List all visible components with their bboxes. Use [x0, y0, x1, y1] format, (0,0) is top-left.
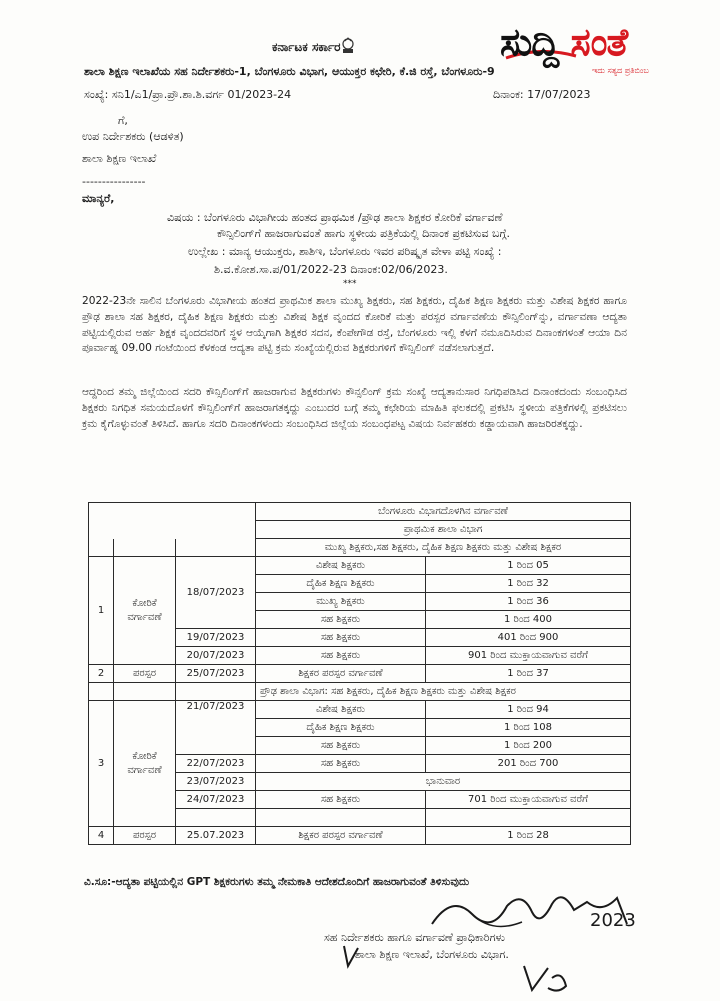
- teacher-category: ಸಹ ಶಿಕ್ಷಕರು: [256, 629, 426, 647]
- priority-range: 701 ರಿಂದ ಮುಕ್ತಾಯವಾಗುವ ವರೆಗೆ: [426, 791, 631, 809]
- transfer-type: ಕೋರಿಕೆ ವರ್ಗಾವಣೆ: [114, 701, 176, 827]
- priority-range: 1 ರಿಂದ 28: [426, 827, 631, 845]
- row-number: 2: [89, 665, 114, 683]
- counselling-date: 23/07/2023: [176, 773, 256, 791]
- table-row: [89, 683, 631, 701]
- counselling-date: 19/07/2023: [176, 629, 256, 647]
- brand-tagline: ಇದು ಸತ್ಯದ ಪ್ರತಿಬಿಂಬ: [592, 66, 649, 75]
- table-row: [89, 539, 631, 557]
- addressee-line2: ಶಾಲಾ ಶಿಕ್ಷಣ ಇಲಾಖೆ: [82, 152, 157, 165]
- teacher-category: ಸಹ ಶಿಕ್ಷಕರು: [256, 791, 426, 809]
- table-row: [89, 521, 631, 539]
- teacher-category: ಸಹ ಶಿಕ್ಷಕರು: [256, 647, 426, 665]
- teacher-category: ವಿಶೇಷ ಶಿಕ್ಷಕರು: [256, 701, 426, 719]
- letter-date: ದಿನಾಂಕ: 17/07/2023: [493, 88, 591, 101]
- teacher-category: ಶಿಕ್ಷಕರ ಪರಸ್ಪರ ವರ್ಗಾವಣೆ: [256, 665, 426, 683]
- teacher-category: ದೈಹಿಕ ಶಿಕ್ಷಣ ಶಿಕ್ಷಕರು: [256, 575, 426, 593]
- counselling-date: 25/07/2023: [176, 665, 256, 683]
- transfer-type: ಪರಸ್ಪರ: [114, 827, 176, 845]
- table-row: [89, 665, 631, 683]
- transfer-type: ಕೋರಿಕೆ ವರ್ಗಾವಣೆ: [114, 557, 176, 665]
- svg-text:2023: 2023: [590, 910, 636, 931]
- counselling-date: 21/07/2023: [176, 701, 256, 755]
- office-address: ಶಾಲಾ ಶಿಕ್ಷಣ ಇಲಾಖೆಯ ಸಹ ನಿರ್ದೇಶಕರು-1, ಬೆಂಗಳೂರು ವಿಭಾಗ, ಆಯುಕ್ತರ ಕಛೇರಿ, ಕೆ.ಜಿ ರಸ್ತೆ, ಬೆಂಗಳೂರು-9: [84, 65, 495, 78]
- counselling-date: 22/07/2023: [176, 755, 256, 773]
- reference-line-2: ಶಿ.ವ.ಕೋಶ.ಸಾ.ಪ/01/2022-23 ದಿನಾಂಕ:02/06/2023.: [214, 263, 448, 276]
- teacher-category: ಸಹ ಶಿಕ್ಷಕರು: [256, 611, 426, 629]
- primary-section-heading: ಪ್ರಾಥಮಿಕ ಶಾಲಾ ವಿಭಾಗ: [256, 521, 631, 539]
- row-number: 1: [89, 557, 114, 665]
- subject-line-1: ವಿಷಯ : ಬೆಂಗಳೂರು ವಿಭಾಗೀಯ ಹಂತದ ಪ್ರಾಥಮಿಕ /ಪ್ರೌಢ ಶಾಲಾ ಶಿಕ್ಷಕರ ಕೋರಿಕೆ ವರ್ಗಾವಣೆ: [167, 211, 503, 224]
- primary-section-subheading: ಮುಖ್ಯ ಶಿಕ್ಷಕರು,ಸಹ ಶಿಕ್ಷಕರು, ದೈಹಿಕ ಶಿಕ್ಷಣ ಶಿಕ್ಷಕರು ಮತ್ತು ವಿಶೇಷ ಶಿಕ್ಷಕರ: [256, 539, 631, 557]
- state-emblem-icon: [338, 37, 358, 55]
- brand-logo-text: ಸುದ್ದಿ ಸಂತೆ: [500, 20, 628, 64]
- teacher-category: ಸಹ ಶಿಕ್ಷಕರು: [256, 755, 426, 773]
- priority-range: 1 ರಿಂದ 05: [426, 557, 631, 575]
- counselling-date: 25.07.2023: [176, 827, 256, 845]
- subject-line-2: ಕೌನ್ಸಿಲಿಂಗ್‌ಗೆ ಹಾಜರಾಗುವಂತೆ ಹಾಗು ಸ್ಥಳೀಯ ಪತ್ರಿಕೆಯಲ್ಲಿ ದಿನಾಂಕ ಪ್ರಕಟಿಸುವ ಬಗ್ಗೆ.: [217, 227, 511, 240]
- priority-range: 1 ರಿಂದ 400: [426, 611, 631, 629]
- priority-range: 401 ರಿಂದ 900: [426, 629, 631, 647]
- table-row: [89, 557, 631, 575]
- reference-line-1: ಉಲ್ಲೇಖ : ಮಾನ್ಯ ಆಯುಕ್ತರು, ಶಾಶಿಇ, ಬೆಂಗಳೂರು ಇವರ ಪರಿಷ್ಕೃತ ವೇಳಾ ಪಟ್ಟಿ ಸಂಖ್ಯೆ :: [188, 245, 502, 258]
- row-number: 4: [89, 827, 114, 845]
- handwritten-mark: [340, 942, 362, 970]
- section-stars: ***: [343, 279, 357, 289]
- priority-range: 1 ರಿಂದ 32: [426, 575, 631, 593]
- teacher-category: ಶಿಕ್ಷಕರ ಪರಸ್ಪರ ವರ್ಗಾವಣೆ: [256, 827, 426, 845]
- table-row: [89, 503, 631, 521]
- addressee-to: ಗೆ,: [118, 114, 128, 127]
- counselling-schedule-table: [88, 502, 631, 845]
- priority-range: 1 ರಿಂದ 36: [426, 593, 631, 611]
- signatory-title: ಸಹ ನಿರ್ದೇಶಕರು ಹಾಗೂ ವರ್ಗಾವಣೆ ಪ್ರಾಧಿಕಾರಿಗಳು: [324, 931, 505, 944]
- priority-range: 1 ರಿಂದ 94: [426, 701, 631, 719]
- addressee-line1: ಉಪ ನಿರ್ದೇಶಕರು (ಆಡಳಿತ): [82, 130, 184, 143]
- handwritten-initials: [518, 960, 572, 996]
- table-title: ಬೆಂಗಳೂರು ವಿಭಾಗದೊಳಗಿನ ವರ್ಗಾವಣೆ: [256, 503, 631, 521]
- government-title: ಕರ್ನಾಟಕ ಸರ್ಕಾರ: [272, 40, 341, 54]
- body-paragraph-1: 2022-23ನೇ ಸಾಲಿನ ಬೆಂಗಳೂರು ವಿಭಾಗೀಯ ಹಂತದ ಪ್ರಾಥಮಿಕ ಶಾಲಾ ಮುಖ್ಯ ಶಿಕ್ಷಕರು, ಸಹ ಶಿಕ್ಷಕರು, ದೈಹಿಕ ಶಿಕ್ಷಣ ಶಿಕ್ಷಕರು ಮತ್ತು ವಿಶೇಷ ಶಿಕ್ಷಕರ ಹಾಗೂ ಪ್ರೌಢ ಶಾಲಾ ಸಹ ಶಿಕ್ಷಕರ, ದೈಹಿಕ ಶಿಕ್ಷಣ ಶಿಕ್ಷಕರು ಮತ್ತು ವಿಶೇಷ ಶಿಕ್ಷಕ ವೃಂದದ ಕೋರಿಕೆ ಮತ್ತು ಪರಸ್ಪರ ವರ್ಗಾವಣೆಯ ಕೌನ್ಸಿಲಿಂಗ್‌ನ್ನು, ವರ್ಗಾವಣಾ ಆದ್ಯತಾ ಪಟ್ಟಿಯಲ್ಲಿರುವ ಅರ್ಹ ಶಿಕ್ಷಕ ವೃಂದದವರಿಗೆ ಸ್ಥಳ ಆಯ್ಕೆಗಾಗಿ ಶಿಕ್ಷಕರ ಸದನ, ಕೆಂಪೇಗೌಡ ರಸ್ತೆ, ಬೆಂಗಳೂರು ಇಲ್ಲಿ ಕೆಳಗೆ ನಮೂದಿಸಿರುವ ದಿನಾಂಕಗಳಂತೆ ಆಯಾ ದಿನ ಪೂರ್ವಾಹ್ನ 09.00 ಗಂಟೆಯಿಂದ ಕೆಳಕಂಡ ಆದ್ಯತಾ ಪಟ್ಟಿ ಕ್ರಮ ಸಂಖ್ಯೆಯಲ್ಲಿರುವ ಶಿಕ್ಷಕರುಗಳಿಗೆ ಕೌನ್ಸಿಲಿಂಗ್ ನಡೆಸಲಾಗುತ್ತದೆ.: [82, 295, 627, 355]
- reference-number: ಸಂಖ್ಯೆ: ಸನಿ1/ಎ1/ಪ್ರಾ.ಪ್ರೌ.ಶಾ.ಶಿ.ವರ್ಗ 01/2023-24: [84, 88, 292, 101]
- priority-range: 1 ರಿಂದ 108: [426, 719, 631, 737]
- separator-dashes: ----------------: [82, 175, 146, 188]
- priority-range: 901 ರಿಂದ ಮುಕ್ತಾಯವಾಗುವ ವರೆಗೆ: [426, 647, 631, 665]
- brand-logo: [500, 20, 706, 82]
- counselling-date: 24/07/2023: [176, 791, 256, 809]
- signatory-department: ಶಾಲಾ ಶಿಕ್ಷಣ ಇಲಾಖೆ, ಬೆಂಗಳೂರು ವಿಭಾಗ.: [355, 948, 509, 961]
- secondary-section-heading: ಪ್ರೌಢ ಶಾಲಾ ವಿಭಾಗ: ಸಹ ಶಿಕ್ಷಕರು, ದೈಹಿಕ ಶಿಕ್ಷಣ ಶಿಕ್ಷಕರು ಮತ್ತು ವಿಶೇಷ ಶಿಕ್ಷಕರ: [256, 683, 631, 701]
- priority-range: 1 ರಿಂದ 37: [426, 665, 631, 683]
- priority-range: 201 ರಿಂದ 700: [426, 755, 631, 773]
- teacher-category: ವಿಶೇಷ ಶಿಕ್ಷಕರು: [256, 557, 426, 575]
- counselling-date: 18/07/2023: [176, 557, 256, 629]
- table-row: [89, 701, 631, 719]
- teacher-category: ದೈಹಿಕ ಶಿಕ್ಷಣ ಶಿಕ್ಷಕರು: [256, 719, 426, 737]
- teacher-category: ಸಹ ಶಿಕ್ಷಕರು: [256, 737, 426, 755]
- teacher-category: ಮುಖ್ಯ ಶಿಕ್ಷಕರು: [256, 593, 426, 611]
- body-paragraph-2: ಆದ್ದರಿಂದ ತಮ್ಮ ಜಿಲ್ಲೆಯಿಂದ ಸದರಿ ಕೌನ್ಸಿಲಿಂಗ್‌ಗೆ ಹಾಜರಾಗುವ ಶಿಕ್ಷಕರುಗಳು ಕೌನ್ಸಲಿಂಗ್ ಕ್ರಮ ಸಂಖ್ಯೆ ಆದ್ಯತಾನುಸಾರ ನಿಗಧಿಪಡಿಸಿದ ದಿನಾಂಕದಂದು ಸಂಬಂಧಿಸಿದ ಶಿಕ್ಷಕರು ನಿಗಧಿತ ಸಮಯದೊಳಗೆ ಕೌನ್ಸಿಲಿಂಗ್‌ಗೆ ಹಾಜರಾಗತಕ್ಕದ್ದು ಎಂಬುದರ ಬಗ್ಗೆ ತಮ್ಮ ಕಛೇರಿಯ ಮಾಹಿತಿ ಫಲಕದಲ್ಲಿ ಪ್ರಕಟಿಸಿ ಸ್ಥಳೀಯ ಪತ್ರಿಕೆಗಳಲ್ಲಿ ಪ್ರಕಟಿಸಲು ಕ್ರಮ ಕೈಗೊಳ್ಳುವಂತೆ ತಿಳಿಸಿದೆ. ಹಾಗೂ ಸದರಿ ದಿನಾಂಕಗಳಂದು ಸಂಬಂಧಿಸಿದ ಜಿಲ್ಲೆಯ ಸಂಬಂಧಪಟ್ಟ ವಿಷಯ ನಿರ್ವಹಕರು ಕಡ್ಡಾಯವಾಗಿ ಹಾಜರಿರತಕ್ಕದ್ದು.: [82, 386, 627, 430]
- footnote: ವಿ.ಸೂ:-ಆದ್ಯತಾ ಪಟ್ಟಿಯಲ್ಲಿನ GPT ಶಿಕ್ಷಕರುಗಳು ತಮ್ಮ ನೇಮಕಾತಿ ಆದೇಶದೊಂದಿಗೆ ಹಾಜರಾಗುವಂತೆ ತಿಳಿಸುವುದು: [84, 876, 470, 888]
- holiday-label: ಭಾನುವಾರ: [256, 773, 631, 791]
- row-number: 3: [89, 701, 114, 827]
- table-row: [89, 827, 631, 845]
- transfer-type: ಪರಸ್ಪರ: [114, 665, 176, 683]
- priority-range: 1 ರಿಂದ 200: [426, 737, 631, 755]
- counselling-date: 20/07/2023: [176, 647, 256, 665]
- salutation: ಮಾನ್ಯರೆ,: [82, 192, 115, 205]
